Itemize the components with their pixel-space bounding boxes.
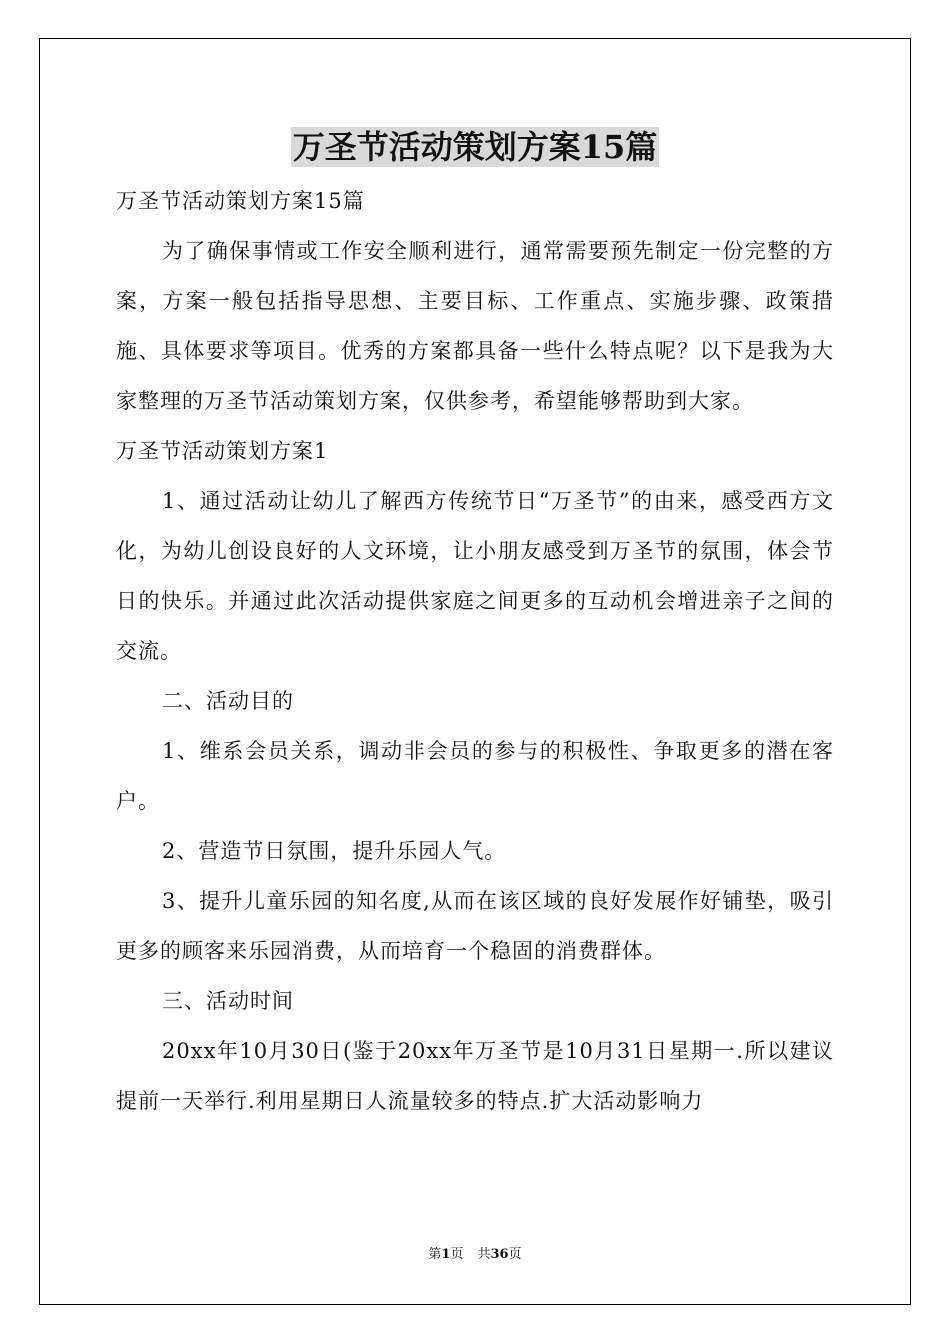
title-container	[0, 127, 950, 167]
page-footer	[0, 1246, 950, 1264]
paragraph: 万圣节活动策划方案15篇	[116, 189, 365, 213]
paragraph: 为了确保事情或工作安全顺利进行，通常需要预先制定一份完整的方案，方案一般包括指导思想、主要目标、工作重点、实施步骤、政策措施、具体要求等项目。优秀的方案都具备一些什么特点呢？以下是我为大家整理的万圣节活动策划方案，仅供参考，希望能够帮助到大家。	[116, 239, 834, 413]
total-label-suffix: 页	[508, 1247, 522, 1262]
section-heading: 万圣节活动策划方案1	[116, 439, 329, 463]
page-total: 36	[490, 1247, 509, 1262]
paragraph: 20xx年10月30日(鉴于20xx年万圣节是10月31日星期一.所以建议提前一天举行.利用星期日人流量较多的特点.扩大活动影响力	[116, 1039, 834, 1113]
document-body	[116, 176, 834, 1126]
paragraph: 3、提升儿童乐园的知名度,从而在该区域的良好发展作好铺垫，吸引更多的顾客来乐园消费，从而培育一个稳固的消费群体。	[116, 889, 834, 963]
page-label-prefix: 第	[428, 1247, 442, 1262]
page-label-suffix: 页	[450, 1247, 464, 1262]
paragraph: 1、通过活动让幼儿了解西方传统节日“万圣节”的由来，感受西方文化，为幼儿创设良好的人文环境，让小朋友感受到万圣节的氛围，体会节日的快乐。并通过此次活动提供家庭之间更多的互动机会增进亲子之间的交流。	[116, 489, 834, 663]
page-current: 1	[441, 1247, 451, 1262]
section-heading: 三、活动时间	[162, 989, 294, 1013]
section-heading: 二、活动目的	[162, 689, 294, 713]
document-title: 万圣节活动策划方案15篇	[292, 128, 658, 166]
total-label-prefix: 共	[477, 1247, 491, 1262]
paragraph: 2、营造节日氛围，提升乐园人气。	[162, 839, 507, 863]
paragraph: 1、维系会员关系，调动非会员的参与的积极性、争取更多的潜在客户。	[116, 739, 834, 813]
